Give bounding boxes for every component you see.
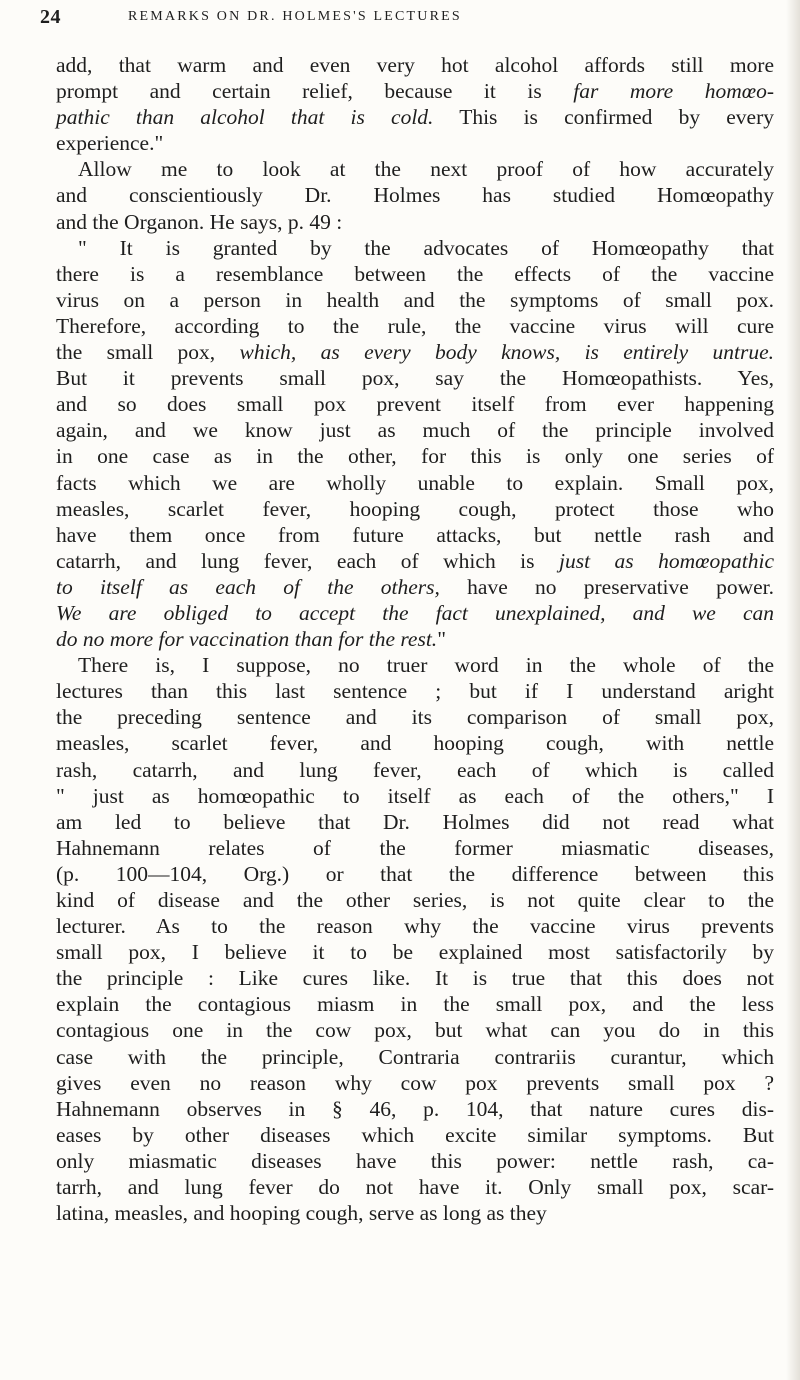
text-line	[56, 965, 774, 991]
text-line	[56, 678, 774, 704]
text-span: contagious one in the cow pox, but what can you do in this	[56, 1018, 774, 1043]
text-line	[56, 52, 774, 78]
text-span: prompt and certain relief, because it is	[56, 79, 574, 104]
text-line	[56, 730, 774, 756]
text-line	[56, 1148, 774, 1174]
page-number: 24	[40, 6, 61, 28]
text-span: explain the contagious miasm in the small pox, and the less	[56, 992, 774, 1017]
text-line	[56, 652, 774, 678]
text-line	[56, 1200, 774, 1226]
text-span: facts which we are wholly unable to explain. Small pox,	[56, 470, 774, 495]
text-span: lectures than this last sentence ; but if I understand aright	[56, 679, 774, 704]
text-line	[56, 548, 774, 574]
text-line	[56, 443, 774, 469]
text-line	[56, 574, 774, 600]
text-line	[56, 809, 774, 835]
body-text	[56, 52, 774, 1226]
text-span: the preceding sentence and its comparison of small pox,	[56, 705, 774, 730]
text-line	[56, 130, 774, 156]
text-line	[56, 261, 774, 287]
text-line	[56, 913, 774, 939]
italic-text: which, as every body knows, is entirely untrue.	[239, 340, 774, 365]
running-head-title: REMARKS ON DR. HOLMES'S LECTURES	[128, 9, 462, 24]
text-line	[56, 1017, 774, 1043]
text-line	[56, 600, 774, 626]
text-span: latina, measles, and hooping cough, serve as long as they	[56, 1201, 547, 1226]
italic-text: to itself as each of the others,	[56, 574, 440, 599]
text-line	[56, 861, 774, 887]
text-span: experience."	[56, 131, 164, 156]
text-span: only miasmatic diseases have this power: nettle rash, ca-	[56, 1148, 774, 1173]
running-head	[40, 6, 780, 32]
text-line	[56, 287, 774, 313]
text-span: tarrh, and lung fever do not have it. Only small pox, scar-	[56, 1175, 774, 1200]
text-span: catarrh, and lung fever, each of which is	[56, 548, 559, 573]
text-span: " just as homœopathic to itself as each of the others," I	[56, 783, 774, 808]
text-span: have no preservative power.	[439, 574, 775, 599]
text-line	[56, 757, 774, 783]
text-line	[56, 182, 774, 208]
text-line	[56, 313, 774, 339]
text-line	[56, 991, 774, 1017]
text-span: and so does small pox prevent itself from ever happening	[56, 392, 774, 417]
text-span: case with the principle, Contraria contrariis curantur, which	[56, 1044, 774, 1069]
text-line	[56, 496, 774, 522]
text-line	[56, 1096, 774, 1122]
text-line	[56, 522, 774, 548]
text-line	[56, 783, 774, 809]
text-line	[56, 1070, 774, 1096]
text-line	[56, 209, 774, 235]
text-span: lecturer. As to the reason why the vaccine virus prevents	[56, 914, 774, 939]
text-line	[56, 939, 774, 965]
text-span: and the Organon. He says, p. 49 :	[56, 209, 343, 234]
text-span: eases by other diseases which excite similar symptoms. But	[56, 1122, 774, 1147]
text-span: and conscientiously Dr. Holmes has studied Homœopathy	[56, 183, 774, 208]
text-span: am led to believe that Dr. Holmes did not read what	[56, 809, 774, 834]
text-span: But it prevents small pox, say the Homœopathists. Yes,	[56, 366, 774, 391]
page-edge-shadow	[786, 0, 800, 1380]
text-span: measles, scarlet fever, and hooping cough, with nettle	[56, 731, 774, 756]
text-span: "	[437, 627, 446, 652]
text-span: measles, scarlet fever, hooping cough, protect those who	[56, 496, 774, 521]
text-span: There is, I suppose, no truer word in the whole of the	[78, 653, 774, 678]
text-line	[56, 1174, 774, 1200]
text-span: the small pox,	[56, 340, 240, 365]
text-span: again, and we know just as much of the principle involved	[56, 418, 774, 443]
text-span: have them once from future attacks, but nettle rash and	[56, 522, 774, 547]
text-line	[56, 887, 774, 913]
text-span: kind of disease and the other series, is not quite clear to the	[56, 888, 774, 912]
text-line	[56, 104, 774, 130]
text-span: small pox, I believe it to be explained most satisfactorily by	[56, 940, 774, 965]
text-line	[56, 78, 774, 104]
text-span: gives even no reason why cow pox prevents small pox ?	[56, 1070, 774, 1095]
text-span: there is a resemblance between the effects of the vaccine	[56, 261, 774, 286]
text-span: Hahnemann relates of the former miasmatic diseases,	[56, 835, 774, 860]
text-span: in one case as in the other, for this is only one series of	[56, 444, 774, 469]
text-line	[56, 156, 774, 182]
text-line	[56, 1044, 774, 1070]
text-span: add, that warm and even very hot alcohol affords still more	[56, 53, 774, 77]
italic-text: We are obliged to accept the fact unexplained, and we can	[56, 600, 774, 625]
italic-text: far more homœo-	[573, 79, 775, 104]
text-line	[56, 470, 774, 496]
italic-text: just as homœopathic	[559, 548, 774, 573]
text-span: rash, catarrh, and lung fever, each of which is called	[56, 757, 774, 782]
text-line	[56, 391, 774, 417]
text-line	[56, 1122, 774, 1148]
text-line	[56, 417, 774, 443]
text-span: virus on a person in health and the symptoms of small pox.	[56, 287, 774, 312]
italic-text: pathic than alcohol that is cold.	[56, 105, 434, 130]
text-span: (p. 100—104, Org.) or that the difference between this	[56, 861, 774, 886]
text-span: " It is granted by the advocates of Homœopathy that	[78, 235, 774, 260]
text-span: Hahnemann observes in § 46, p. 104, that nature cures dis-	[56, 1096, 774, 1121]
italic-text: do no more for vaccination than for the rest.	[56, 627, 438, 652]
text-line	[56, 365, 774, 391]
text-line	[56, 835, 774, 861]
text-span: Therefore, according to the rule, the vaccine virus will cure	[56, 313, 774, 338]
text-line	[56, 235, 774, 261]
text-line	[56, 339, 774, 365]
text-span: the principle : Like cures like. It is true that this does not	[56, 966, 774, 991]
text-span: Allow me to look at the next proof of how accurately	[78, 157, 774, 182]
text-line	[56, 704, 774, 730]
text-line	[56, 626, 774, 652]
text-span: This is confirmed by every	[433, 105, 774, 130]
